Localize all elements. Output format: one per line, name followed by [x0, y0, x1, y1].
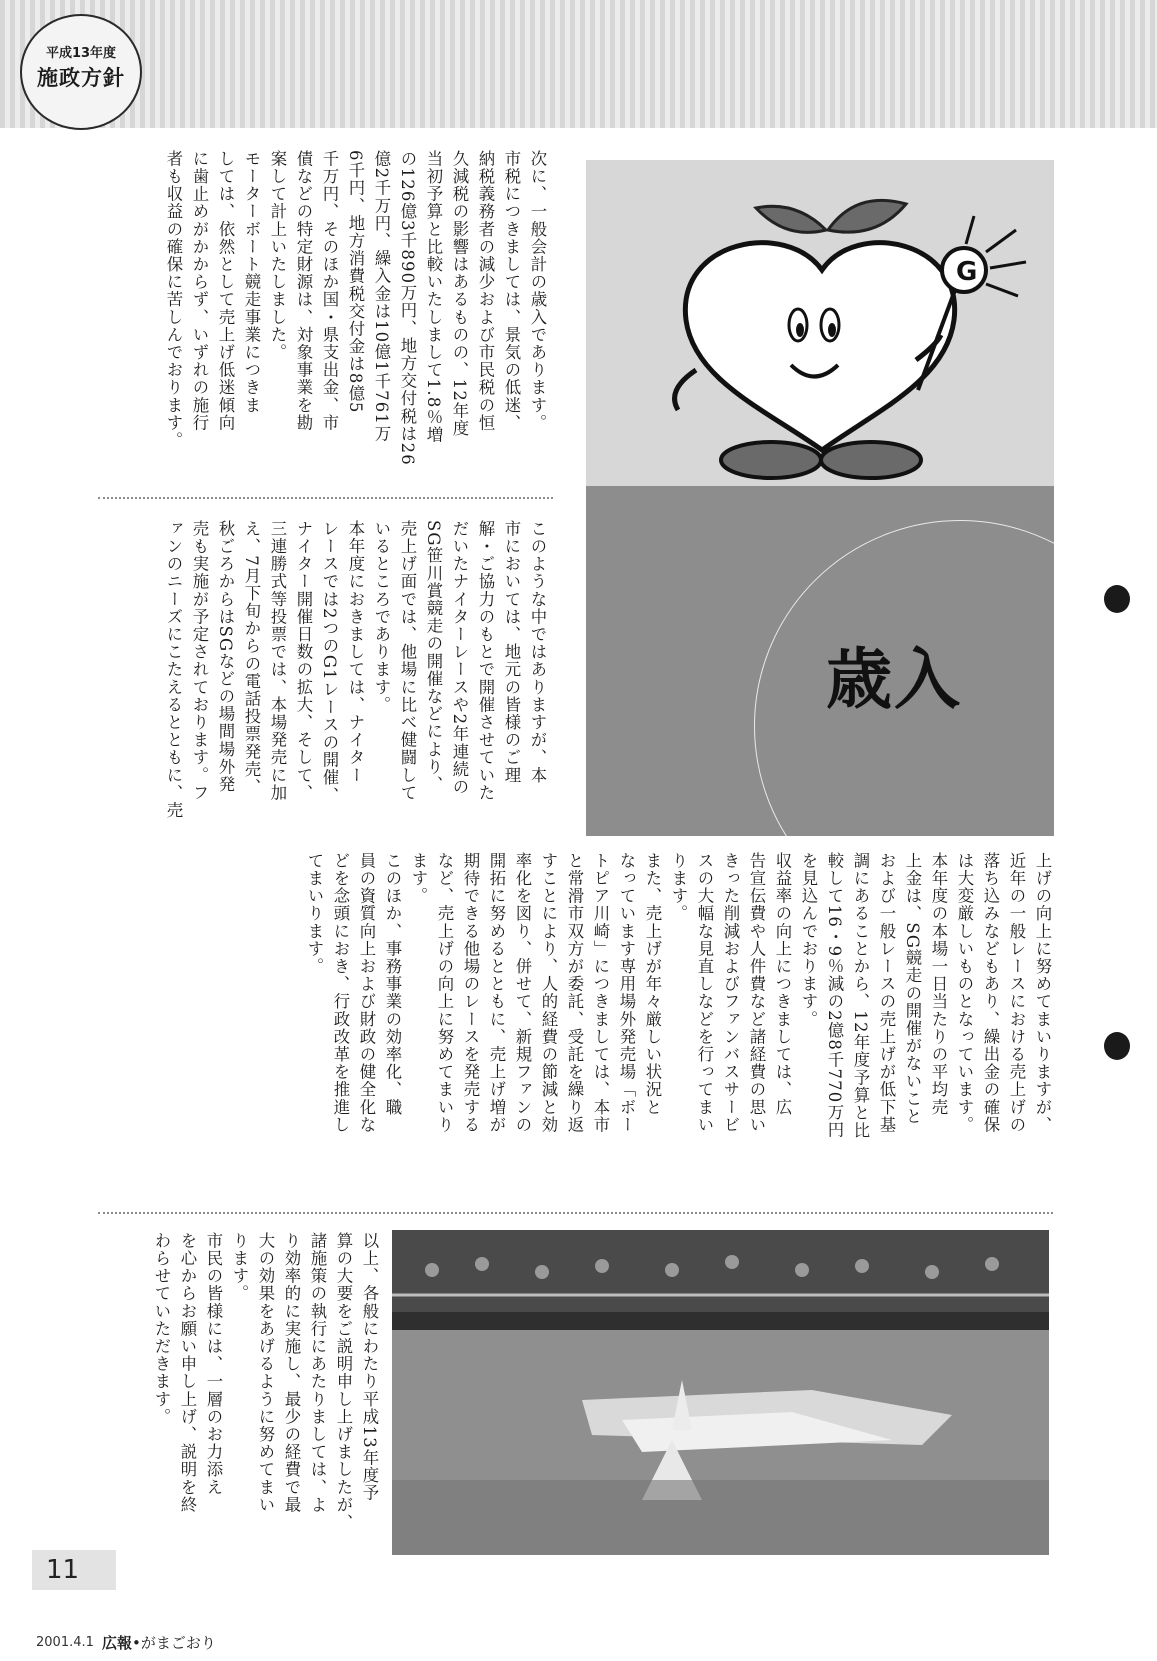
header-band: [0, 0, 1157, 128]
badge-year: 平成13年度: [45, 46, 117, 61]
boat-race-illustration: [392, 1230, 1049, 1555]
text-column-4: 以上、各般にわたり平成13年度予 算の大要をご説明申し上げましたが、 諸施策の執行にあたりましては、よ り効率的に実施し、最少の経費で最 大の効果をあげるように努めてまい ります。 市民の皆様には、一層のお力添え を心からお願い申し上げ、説明を終 わらせていただきます。: [152, 1232, 379, 1532]
section-title: 歳入: [826, 641, 962, 718]
magazine-name-rest: •がまごおり: [132, 1634, 216, 1652]
mascot-panel: [586, 160, 1054, 486]
text-column-3: 上げの向上に努めてまいりますが、 近年の一般レースにおける売上げの 落ち込みなどもあり、繰出金の確保 は大変厳しいものとなっています。 本年度の本場一日当たりの平均売 上金は、SG競走の開催がないこと および一般レースの売上げが低下基 調にあることから、12年度予算と比 較して16・9％減の2億8千770万円 を見込んでおります。 収益率の向上につきましては、広 告宣伝費や人件費など諸経費の思い きった削減およびファンバスサービ スの大幅な見直しなどを行ってまい ります。 また、売上げが年々厳しい状況と なっています専用場外発売場「ボー トピア川崎」につきましては、本市 と常滑市双方が委託、受託を繰り返 すことにより、人的経費の節減と効 率化を図り、併せて、新規ファンの 開拓に努めるとともに、売上げ増が 期待できる他場のレースを発売する など、売上げの向上に努めてまいり ます。 このほか、事務事業の効率化、職 員の資質向上および財政の健全化な どを念頭におき、行政改革を推進し てまいります。: [305, 852, 1052, 1140]
section-badge: [20, 14, 142, 130]
text-column-1: 次に、一般会計の歳入であります。 市税につきましては、景気の低迷、 納税義務者の減少および市民税の恒 久減税の影響はあるものの、12年度 当初予算と比較いたしまして1.8％増 の126億3千890万円、地方交付税は26 億2千万円、繰入金は10億1千761万 6千円、地方消費税交付金は8億5 千万円、そのほか国・県支出金、市 債などの特定財源は、対象事業を勘 案して計上いたしました。 モーターボート競走事業につきま しては、依然として売上げ低迷傾向 に歯止めがかからず、いずれの施行 者も収益の確保に苦しんでおります。: [164, 150, 547, 466]
boat-race-photo: [392, 1230, 1049, 1555]
punch-hole-2: [1104, 1032, 1130, 1060]
divider-1: [98, 497, 553, 499]
magazine-name: [102, 1632, 216, 1653]
issue-date: 2001.4.1: [36, 1635, 94, 1650]
text-column-2: このような中ではありますが、本 市においては、地元の皆様のご理 解・ご協力のもとで開催させていた だいたナイターレースや2年連続の SG笹川賞競走の開催などにより、 売上げ面では、他場に比べ健闘して いるところであります。 本年度におきましては、ナイター レースでは2つのG1レースの開催、 ナイター開催日数の拡大、そして、 三連勝式等投票では、本場発売に加 え、7月下旬からの電話投票発売、 秋ごろからはSGなどの場間場外発 売も実施が予定されております。フ ァンのニーズにこたえるとともに、売: [164, 520, 547, 820]
heart-apple-mascot-icon: [586, 160, 1054, 486]
divider-2: [98, 1212, 1053, 1214]
magazine-name-bold: 広報: [102, 1634, 133, 1652]
page-number: 11: [32, 1550, 116, 1590]
punch-hole-1: [1104, 585, 1130, 613]
badge-title: 施政方針: [37, 66, 125, 90]
flag-letter: G: [956, 257, 978, 287]
section-title-panel: [586, 486, 1054, 836]
